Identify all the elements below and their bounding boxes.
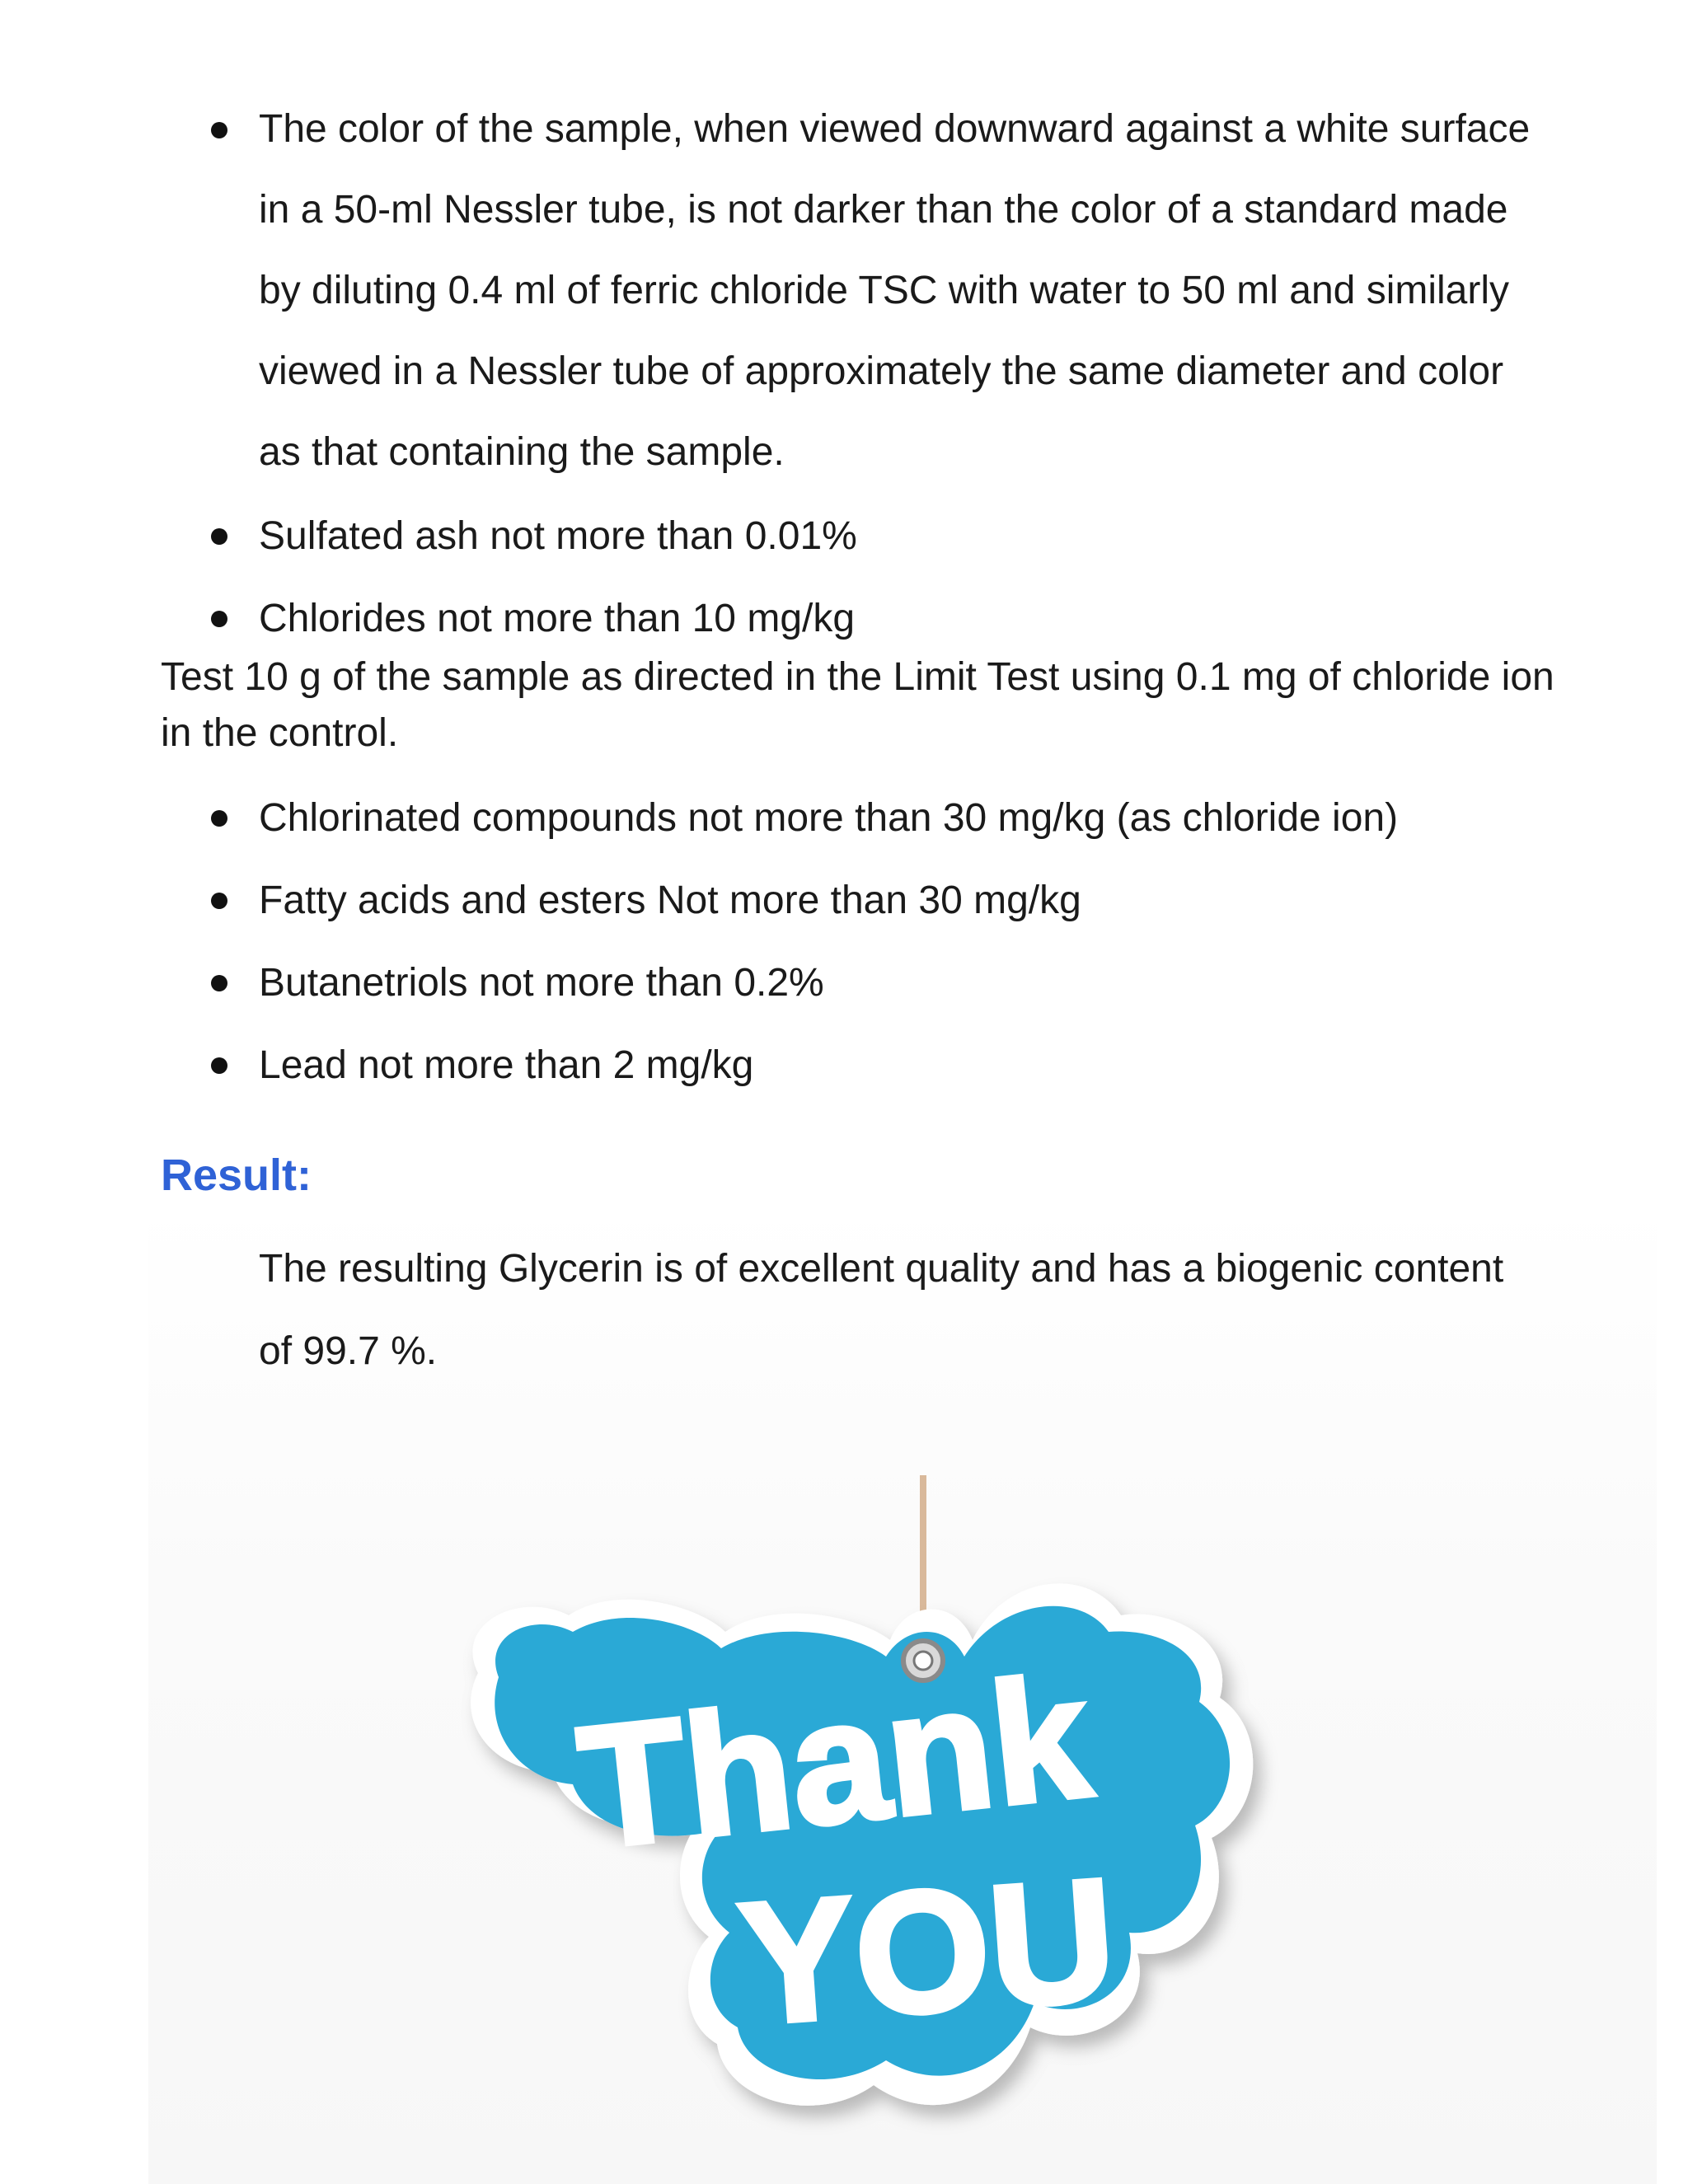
- bullet-line: in a 50-ml Nessler tube, is not darker than the color of a standard made: [259, 188, 1508, 232]
- result-heading: Result:: [161, 1151, 312, 1200]
- bullet-butanetriols: [206, 943, 1566, 1024]
- bullet-text: Chlorides not more than 10 mg/kg: [259, 597, 856, 640]
- bullet-icon: [211, 975, 227, 991]
- paragraph-line: Test 10 g of the sample as directed in the Limit Test using 0.1 mg of chloride ion: [161, 655, 1554, 699]
- bullet-fatty-acids: [206, 860, 1566, 941]
- bullet-text: Butanetriols not more than 0.2%: [259, 961, 824, 1005]
- list-item: [206, 778, 1566, 859]
- result-paragraph: [259, 1228, 1545, 1393]
- thank-you-sign-image: [429, 1475, 1286, 2135]
- list-item: [206, 496, 1566, 577]
- result-line: The resulting Glycerin is of excellent quality and has a biogenic content: [259, 1247, 1504, 1291]
- bullet-icon: [211, 1057, 227, 1074]
- bullet-chlorides: [206, 579, 1566, 659]
- chloride-test-paragraph: [161, 649, 1566, 762]
- bullet-chlorinated: [206, 778, 1566, 859]
- bullet-line: The color of the sample, when viewed downward against a white surface: [259, 107, 1531, 151]
- bullet-lead: [206, 1025, 1566, 1106]
- bullet-text: Sulfated ash not more than 0.01%: [259, 514, 857, 558]
- bullet-text: Lead not more than 2 mg/kg: [259, 1043, 754, 1087]
- you-text: YOU: [733, 1841, 1122, 2061]
- list-item: [206, 1025, 1566, 1106]
- list-item: [206, 579, 1566, 659]
- bullet-line: as that containing the sample.: [259, 430, 785, 474]
- list-item: [206, 89, 1566, 493]
- bullet-line: viewed in a Nessler tube of approximately the same diameter and color: [259, 349, 1504, 393]
- bullet-icon: [211, 122, 227, 138]
- bullet-list-top: [206, 89, 1566, 493]
- bullet-sulfated-ash: [206, 496, 1566, 577]
- bullet-icon: [211, 611, 227, 627]
- bullet-icon: [211, 528, 227, 545]
- bullet-text: Chlorinated compounds not more than 30 mg/kg (as chloride ion): [259, 796, 1399, 840]
- bullet-icon: [211, 810, 227, 827]
- bullet-text: Fatty acids and esters Not more than 30 mg/kg: [259, 879, 1081, 922]
- paragraph-line: in the control.: [161, 711, 399, 755]
- bullet-line: by diluting 0.4 ml of ferric chloride TSC with water to 50 ml and similarly: [259, 269, 1510, 312]
- bullet-icon: [211, 893, 227, 909]
- result-line: of 99.7 %.: [259, 1329, 438, 1373]
- thank-text: Thank: [570, 1638, 1099, 1886]
- list-item: [206, 860, 1566, 941]
- list-item: [206, 943, 1566, 1024]
